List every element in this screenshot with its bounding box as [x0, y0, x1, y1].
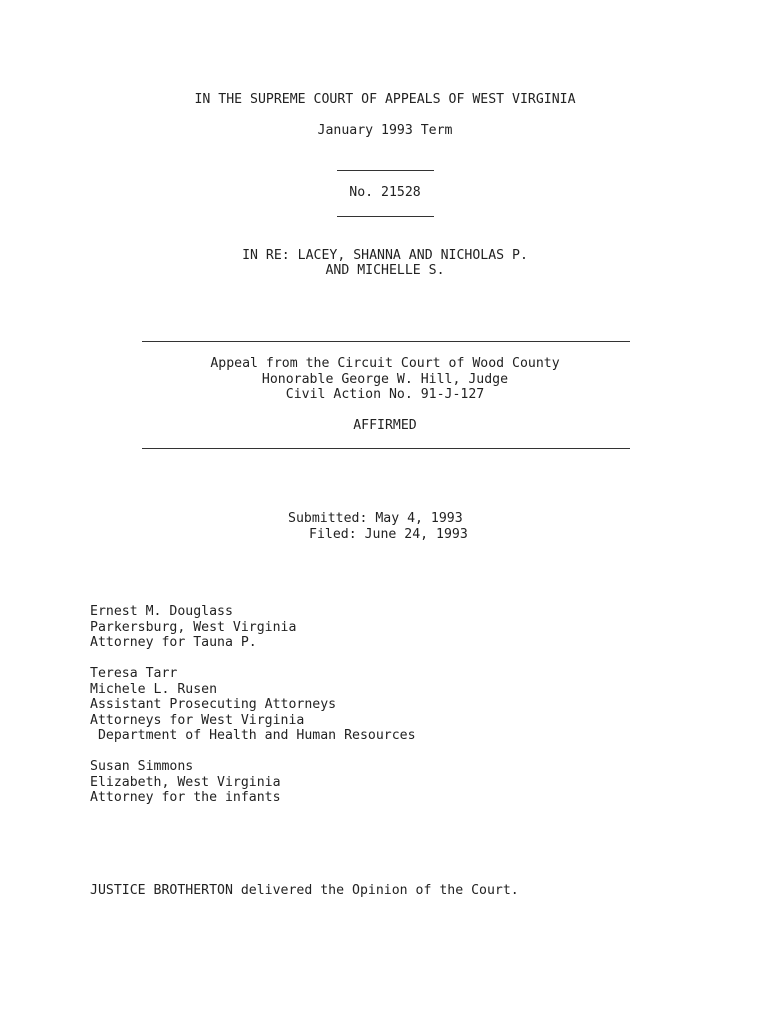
- opinion-author-line: JUSTICE BROTHERTON delivered the Opinion of the Court.: [90, 883, 519, 898]
- counsel-line: Michele L. Rusen: [90, 681, 218, 697]
- filed-date: Filed: June 24, 1993: [309, 527, 468, 542]
- counsel-line: Department of Health and Human Resources: [90, 728, 416, 744]
- case-title-line-2: AND MICHELLE S.: [325, 263, 445, 278]
- counsel-line: Ernest M. Douglass: [90, 604, 233, 619]
- divider: [337, 170, 434, 171]
- case-number: No. 21528: [349, 185, 421, 200]
- counsel-line: Elizabeth, West Virginia: [90, 774, 281, 790]
- case-title-line-1: IN RE: LACEY, SHANNA AND NICHOLAS P.: [242, 248, 528, 263]
- appeal-judge: Honorable George W. Hill, Judge: [261, 372, 509, 387]
- term: January 1993 Term: [317, 123, 453, 138]
- divider: [142, 341, 630, 342]
- submitted-date: Submitted: May 4, 1993: [288, 511, 463, 526]
- counsel-line: Attorney for the infants: [90, 790, 281, 806]
- counsel-line: Attorneys for West Virginia: [90, 712, 305, 728]
- counsel-line: Susan Simmons: [90, 759, 194, 774]
- counsel-line: Teresa Tarr: [90, 666, 178, 681]
- counsel-block: [90, 759, 281, 806]
- appeal-court: Appeal from the Circuit Court of Wood County: [210, 356, 560, 371]
- counsel-line: Parkersburg, West Virginia: [90, 619, 297, 635]
- counsel-block: [90, 666, 416, 744]
- counsel-block: [90, 604, 296, 651]
- court-name: IN THE SUPREME COURT OF APPEALS OF WEST VIRGINIA: [194, 92, 576, 107]
- counsel-line: Assistant Prosecuting Attorneys: [90, 697, 337, 713]
- counsel-line: Attorney for Tauna P.: [90, 635, 257, 651]
- civil-action-number: Civil Action No. 91-J-127: [285, 387, 485, 402]
- divider: [142, 448, 630, 449]
- divider: [337, 216, 434, 217]
- disposition: AFFIRMED: [353, 418, 417, 433]
